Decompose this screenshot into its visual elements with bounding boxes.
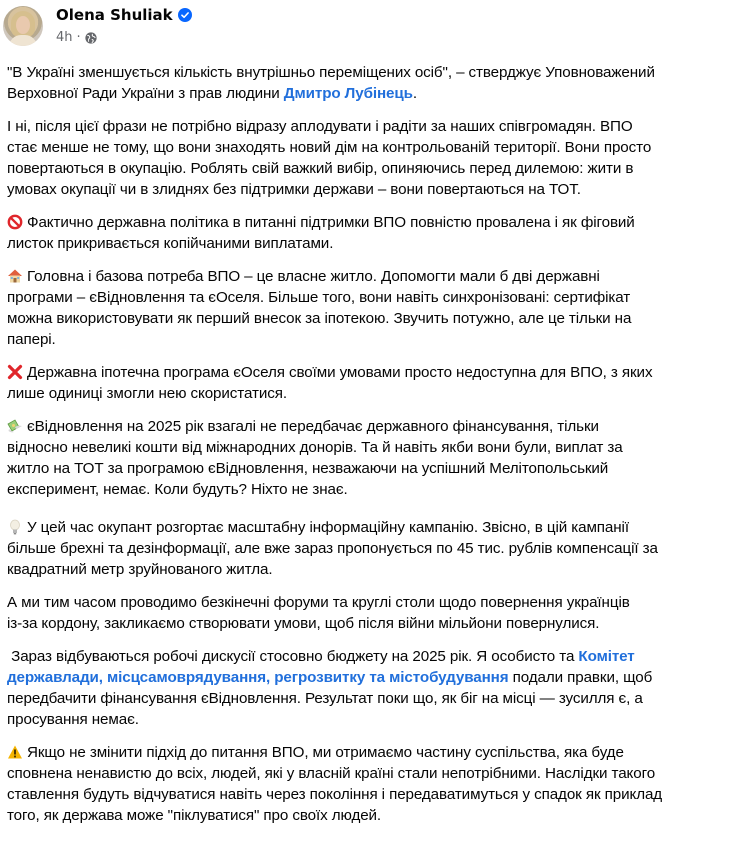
- text-line: [7, 212, 737, 233]
- paragraph-4: [7, 266, 737, 350]
- text-line: [7, 83, 737, 104]
- paragraph-8: [7, 592, 737, 634]
- committee-link-continued[interactable]: державлади, місцсамоврядування, регрозвитку та містобудування: [7, 669, 509, 686]
- paragraph-7: [7, 517, 737, 580]
- text-segment: Головна і базова потреба ВПО – це власне житло. Допомогти мали б дві державні: [27, 268, 600, 285]
- text-line: стає менше не тому, що вони знаходять новий дім на контрольованій території. Вони просто: [7, 139, 652, 156]
- committee-link[interactable]: Комітет: [578, 648, 635, 665]
- text-line: А ми тим часом проводимо безкінечні форуми та круглі столи щодо повернення українців: [7, 594, 630, 611]
- text-line: із-за кордону, закликаємо створювати умови, щоб після війни мільйони повернулися.: [7, 615, 600, 632]
- text-line: листок прикривається копійчаними виплатами.: [7, 235, 334, 252]
- paragraph-5: [7, 362, 737, 404]
- text-segment: Фактично державна політика в питанні підтримки ВПО повністю провалена і як фіговий: [27, 214, 635, 231]
- text-line: передбачити фінансування єВідновлення. Результат поки що, як біг на місці — зусилля є, а: [7, 690, 643, 707]
- text-segment: Якщо не змінити підхід до питання ВПО, ми отримаємо частину суспільства, яка буде: [27, 744, 624, 761]
- text-segment: єВідновлення на 2025 рік взагалі не передбачає державного фінансування, тільки: [27, 418, 599, 435]
- author-row: [56, 6, 192, 24]
- text-line: повертаються в окупацію. Роблять свій важкий вибір, опиняючись перед дилемою: жити в: [7, 160, 634, 177]
- prohibited-icon: [7, 214, 23, 230]
- text-segment: .: [412, 85, 417, 102]
- paragraph-6: [7, 416, 737, 500]
- post-meta: [56, 30, 97, 45]
- mention-link-dmytro-lubinets[interactable]: Дмитро Лубінець: [283, 85, 413, 102]
- avatar-face: [16, 16, 30, 34]
- text-line: [7, 742, 737, 763]
- text-line: [7, 416, 737, 437]
- post-timestamp[interactable]: 4h: [56, 30, 73, 45]
- text-line: [7, 266, 737, 287]
- text-line: експеримент, немає. Коли будуть? Ніхто не знає.: [7, 481, 348, 498]
- text-line: [7, 517, 737, 538]
- text-line: житло на ТОТ за програмою єВідновлення, незважаючи на успішний Мелітопольський: [7, 460, 609, 477]
- meta-separator: ·: [76, 30, 81, 45]
- text-line: сповнена ненавистю до всіх, людей, які у власній країні стали непотрібними. Наслідки такого: [7, 765, 656, 782]
- post-header: [0, 0, 740, 58]
- text-line: того, як держава може "піклуватися" про своїх людей.: [7, 807, 382, 824]
- verified-badge-icon: [178, 8, 192, 22]
- cross-mark-icon: [7, 364, 23, 380]
- text-segment: Верховної Ради України з прав людини: [7, 85, 284, 102]
- text-line: [7, 667, 737, 688]
- text-line: більше брехні та дезінформації, але вже зараз пропонується по 45 тис. рублів компенсації за: [7, 540, 658, 557]
- text-segment: Зараз відбуваються робочі дискусії стосовно бюджету на 2025 рік. Я особисто та: [7, 648, 579, 665]
- paragraph-3: [7, 212, 737, 254]
- light-bulb-icon: [7, 519, 23, 535]
- text-line: можна використовувати як перший внесок за іпотекою. Звучить потужно, але це тільки на: [7, 310, 632, 327]
- text-line: просування немає.: [7, 711, 139, 728]
- warning-icon: [7, 744, 23, 760]
- text-line: ставлення будуть відчуватися навіть через покоління і передаватимуться у спадок як приклад: [7, 786, 663, 803]
- text-line: лише одиниці змогли нею скористатися.: [7, 385, 287, 402]
- text-line: квадратний метр зруйнованого житла.: [7, 561, 273, 578]
- text-line: папері.: [7, 331, 56, 348]
- paragraph-10: [7, 742, 737, 826]
- text-line: умовах окупації чи в злиднях без підтримки держави – вони повертаються на ТОТ.: [7, 181, 581, 198]
- text-line: програми – єВідновлення та єОселя. Більше того, вони навіть синхронізовані: сертифікат: [7, 289, 631, 306]
- paragraph-9: [7, 646, 737, 730]
- text-line: І ні, після цієї фрази не потрібно відразу аплодувати і радіти за наших співгромадян. ВПО: [7, 118, 633, 135]
- money-with-wings-icon: [7, 418, 23, 434]
- paragraph-1: [7, 62, 737, 104]
- text-line: [7, 362, 737, 383]
- paragraph-2: [7, 116, 737, 200]
- globe-icon[interactable]: [85, 32, 97, 44]
- text-segment: У цей час окупант розгортає масштабну інформаційну кампанію. Звісно, в цій кампанії: [27, 519, 629, 536]
- avatar[interactable]: [3, 6, 43, 46]
- author-name[interactable]: Olena Shuliak: [56, 6, 173, 24]
- avatar-body: [9, 35, 37, 46]
- text-line: [7, 646, 737, 667]
- text-line: відносно невеликі кошти від міжнародних донорів. Та й навіть якби вони були, виплат за: [7, 439, 623, 456]
- text-segment: подали правки, щоб: [508, 669, 653, 686]
- house-icon: [7, 268, 23, 284]
- text-line: "В Україні зменшується кількість внутрішньо переміщених осіб", – стверджує Уповноважений: [7, 64, 655, 81]
- text-segment: Державна іпотечна програма єОселя своїми умовами просто недоступна для ВПО, з яких: [27, 364, 653, 381]
- post-text: [7, 62, 737, 838]
